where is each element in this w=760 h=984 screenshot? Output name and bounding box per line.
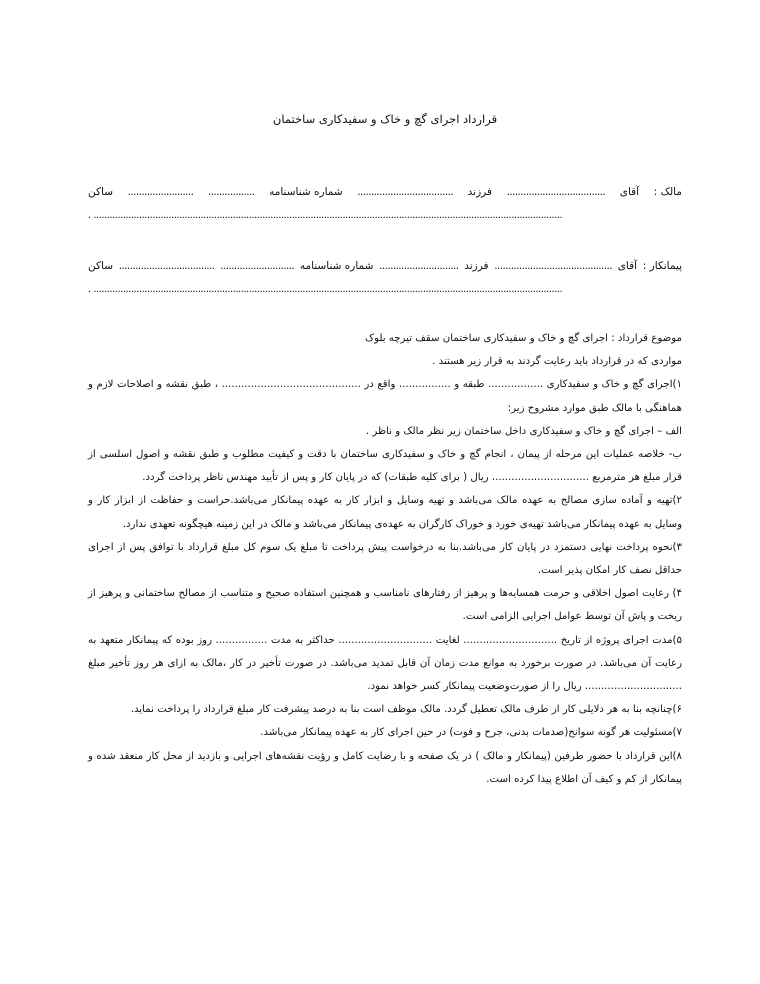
owner-mr: آقای — [619, 186, 640, 198]
clause-3: ۳)نحوه پرداخت نهایی دستمزد در پایان کار می‌باشد.بنا به درخواست پیش پرداخت تا مبلغ یک سوم کل مبلغ قرارداد با توافق پس از اجرای حداقل نصف کار امکان پذیر است. — [88, 541, 682, 577]
clause-1-b: ب- خلاصه عملیات این مرحله از پیمان ، انجام گچ و خاک و سفیدکاری ساختمان با دقت و کیفیت مطلوب و طبق نقشه و اصول اسلسی از قرار مبلغ هر مترمربع .............................. ریال ( برای کلیه طبقات) که در پایان کار و پس از تأیید مهندس ناظر پرداخت گردد. — [88, 449, 682, 484]
owner-id-blank: ................. — [207, 186, 255, 198]
contractor-section — [88, 260, 682, 302]
owner-father-blank: ................................... — [357, 186, 454, 198]
owner-name-blank: .................................... — [506, 186, 606, 198]
document-title: قرارداد اجرای گچ و خاک و سفیدکاری ساختمان — [272, 112, 498, 126]
clause-8: ۸)این قرارداد با حضور طرفین (پیمانکار و مالک ) در یک صفحه و با رضایت کامل و رؤیت نقشه‌های اجرایی و بازدید از محل کار منعقد شده و پیمانکار از کم و کیف آن اطلاع پیدا کرده است. — [88, 750, 682, 785]
contract-page — [88, 0, 682, 984]
clause-7: ۷)مسئولیت هر گونه سوانح(صدمات بدنی، جرح و فوت) در حین اجرای کار به عهده پیمانکار می‌باشد. — [260, 727, 682, 739]
contractor-child-label: فرزند — [464, 260, 489, 272]
owner-section — [88, 186, 682, 228]
owner-child-label: فرزند — [467, 186, 492, 198]
clause-1-a: الف – اجرای گچ و خاک و سفیدکاری داخل ساختمان زیر نظر مالک و ناظر . — [365, 425, 682, 437]
owner-resident-blank: ........................ — [127, 186, 194, 198]
owner-address-blank: . ............................................................................................................................................................................... — [88, 210, 563, 221]
clause-2: ۲)تهیه و آماده سازی مصالح به عهده مالک می‌باشد و تهیه وسایل و ابزار کار به عهده پیمانکار می‌باشد.حراست و حفاظت از ابزار کار و وسایل به عهده پیمانکار می‌باشد تهیه‌ی خورد و خوراک کارگران به عهده‌ی پیمانکار می‌باشد و مالک در این زمینه هیچگونه تعهدی ندارد. — [88, 495, 682, 530]
paragraph-subject: موضوع قرارداد : اجرای گچ و خاک و سفیدکاری ساختمان سقف تیرچه بلوک — [364, 333, 682, 344]
contractor-address-blank: . ............................................................................................................................................................................... — [88, 284, 563, 295]
clause-5: ۵)مدت اجرای پروژه از تاریخ ............................. لغایت ............................. حداکثر به مدت ................ روز بوده که پیمانکار متعهد به رعایت آن می‌باشد. در صورت برخورد به موانع مدت زمان آن قابل تمدید می‌باشد. در صورت تأخیر در کار ،مالک به ازای هر روز تأخیر مبلغ .............................. ریال را از صورت‌وضعیت پیمانکار کسر خواهد نمود. — [88, 634, 682, 693]
contractor-label: پیمانکار : — [642, 260, 682, 272]
contract-body — [88, 327, 682, 791]
paragraph-intro: مواردی که در قرارداد باید رعایت گردند به قرار زیر هستند . — [432, 356, 682, 368]
contractor-name-blank: ........................................... — [494, 260, 612, 272]
owner-resident-label: ساکن — [88, 186, 114, 198]
owner-id-label: شماره شناسنامه — [269, 186, 343, 198]
contractor-father-blank: ............................. — [379, 260, 459, 272]
clause-1: ۱)اجرای گچ و خاک و سفیدکاری ................. طبقه و ................ واقع در ........................................... ، طبق نقشه و اصلاحات لازم و هماهنگی با مالک طبق موارد مشروح زیر: — [88, 379, 682, 414]
contractor-id-label: شماره شناسنامه — [299, 260, 374, 272]
contractor-id-blank: ........................... — [220, 260, 295, 272]
owner-label: مالک : — [653, 186, 682, 198]
contractor-resident-blank: ................................... — [118, 260, 215, 272]
clause-6: ۶)چنانچه بنا به هر دلایلی کار از طرف مالک تعطیل گردد. مالک موظف است بنا به درصد پیشرفت کار مبلغ قرارداد را پرداخت نماید. — [130, 704, 682, 716]
contractor-resident-label: ساکن — [88, 260, 113, 272]
clause-4: ۴) رعایت اصول اخلاقی و حرمت همسایه‌ها و پرهیز از رفتارهای نامناسب و همچنین استفاده صحیح و متناسب از مصالح ساختمانی و پرهیز از ریخت و پاش آن توسط عوامل اجرایی الزامی است. — [88, 588, 682, 623]
contractor-mr: آقای — [617, 260, 638, 272]
